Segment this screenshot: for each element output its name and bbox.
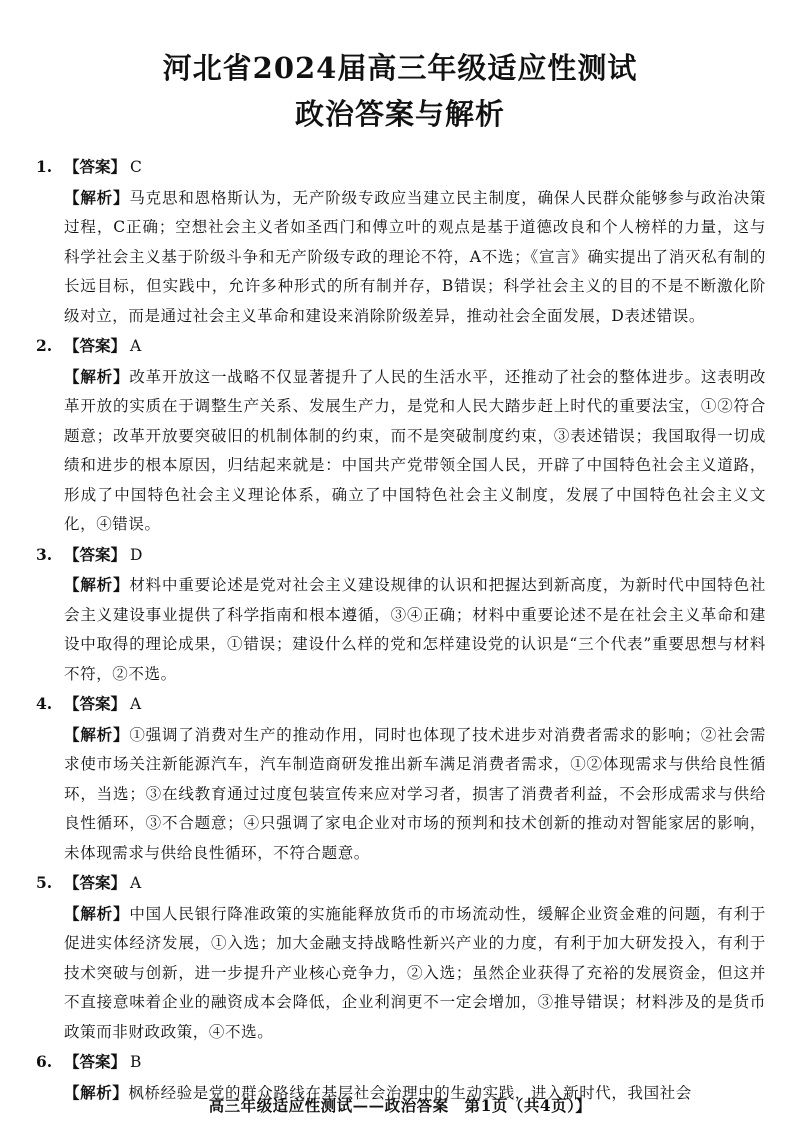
analysis-tag: 【解析】 (64, 366, 130, 386)
answer-tag: 【答案】 (64, 544, 127, 564)
answer-value: A (130, 695, 142, 713)
question-number: 1. (36, 157, 53, 176)
answer-line (36, 689, 766, 720)
analysis-text: 材料中重要论述是党对社会主义建设规律的认识和把握达到新高度，为新时代中国特色社会主义建设事业提供了科学指南和根本遵循，③④正确；材料中重要论述不是在社会主义革命和建设中取得的理论成果，①错误；建设什么样的党和怎样建设党的认识是“三个代表”重要思想与材料不符，②不选。 (64, 576, 766, 683)
document-subtitle: 政治答案与解析 (294, 97, 505, 131)
question-number: 3. (36, 544, 53, 564)
answer-line (36, 868, 766, 899)
analysis-text: 马克思和恩格斯认为，无产阶级专政应当建立民主制度，确保人民群众能够参与政治决策过程，C正确；空想社会主义者如圣西门和傅立叶的观点是基于道德改良和个人榜样的力量，这与科学社会主义基于阶级斗争和无产阶级专政的理论不符，A不选；《宣言》确实提出了消灭私有制的长远目标，但实践中，允许多种形式的所有制并存，B错误；科学社会主义的目的不是不断激化阶级对立，而是通过社会主义革命和建设来消除阶级差异，推动社会全面发展，D表述错误。 (64, 188, 766, 325)
question-item-2 (36, 331, 766, 540)
analysis-tag: 【解析】 (64, 903, 130, 923)
analysis-text: ①强调了消费对生产的推动作用，同时也体现了技术进步对消费者需求的影响；②社会需求使市场关注新能源汽车，汽车制造商研发推出新车满足消费者需求，①②体现需求与供给良性循环，当选；③在线教育通过过度包装宣传来应对学习者，损害了消费者利益，不会形成需求与供给良性循环，③不合题意；④只强调了家电企业对市场的预判和技术创新的推动对智能家居的影响，未体现需求与供给良性循环，不符合题意。 (64, 725, 766, 862)
answer-tag: 【答案】 (64, 694, 127, 713)
question-number: 4. (36, 694, 53, 713)
question-number: 6. (36, 1052, 53, 1071)
answer-line (36, 152, 766, 183)
analysis-text: 改革开放这一战略不仅显著提升了人民的生活水平，还推动了社会的整体进步。这表明改革开放的实质在于调整生产关系、发展生产力，是党和人民大踏步赶上时代的重要法宝，①②符合题意；改革开放要突破旧的机制体制的约束，而不是突破制度约束，③表述错误；我国取得一切成绩和进步的根本原因，归结起来就是：中国共产党带领全国人民，开辟了中国特色社会主义道路，形成了中国特色社会主义理论体系，确立了中国特色社会主义制度，发展了中国特色社会主义文化，④错误。 (64, 367, 766, 533)
answer-list (36, 152, 766, 1108)
question-item-5 (36, 868, 766, 1047)
question-item-3 (36, 540, 766, 690)
answer-line (36, 540, 766, 571)
answer-tag: 【答案】 (64, 1052, 127, 1071)
answer-value: A (130, 874, 142, 892)
question-number: 5. (36, 873, 53, 892)
analysis-tag: 【解析】 (64, 187, 130, 207)
analysis-paragraph (64, 570, 766, 689)
answer-value: B (130, 1053, 142, 1071)
answer-line (36, 331, 766, 362)
analysis-paragraph (64, 720, 766, 869)
answer-line (36, 1047, 766, 1078)
document-title: 河北省2024届高三年级适应性测试 (162, 51, 638, 85)
answer-value: A (130, 337, 142, 355)
analysis-text: 枫桥经验是党的群众路线在基层社会治理中的生动实践，进入新时代，我国社会 (128, 1083, 692, 1102)
question-item-4 (36, 689, 766, 868)
analysis-paragraph (64, 899, 766, 1048)
analysis-tag: 【解析】 (64, 1082, 129, 1102)
answer-value: C (130, 158, 142, 176)
question-number: 2. (36, 336, 53, 355)
answer-tag: 【答案】 (64, 873, 127, 892)
page-footer: 高三年级适应性测试——政治答案 第1页（共4页）】 (208, 1096, 592, 1115)
analysis-paragraph (64, 183, 766, 332)
answer-value: D (130, 545, 143, 564)
answer-tag: 【答案】 (64, 336, 127, 355)
analysis-tag: 【解析】 (64, 724, 130, 744)
question-item-1 (36, 152, 766, 331)
analysis-tag: 【解析】 (64, 575, 130, 594)
answer-tag: 【答案】 (64, 157, 127, 176)
analysis-text: 中国人民银行降准政策的实施能释放货币的市场流动性，缓解企业资金难的问题，有利于促进实体经济发展，①入选；加大金融支持战略性新兴产业的力度，有利于加大研发投入，有利于技术突破与创新，进一步提升产业核心竞争力，②入选；虽然企业获得了充裕的发展资金，但这并不直接意味着企业的融资成本会降低，企业利润更不一定会增加，③推导错误；材料涉及的是货币政策而非财政政策，④不选。 (64, 904, 766, 1041)
analysis-paragraph (64, 362, 766, 540)
